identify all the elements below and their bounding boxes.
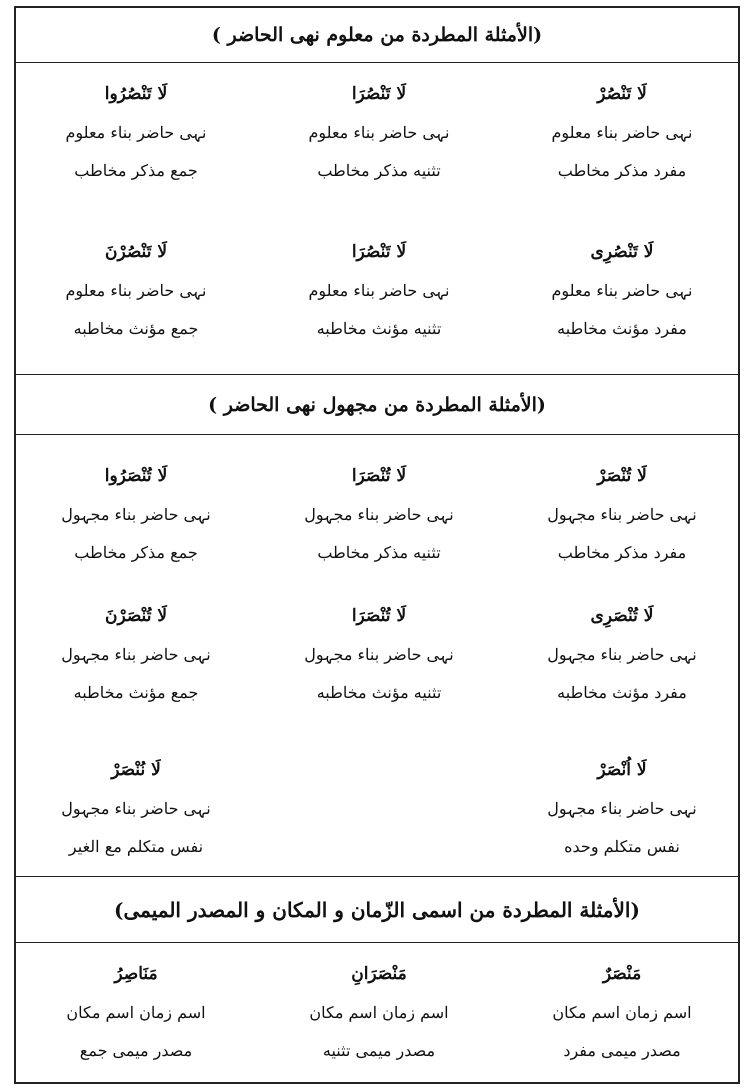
description-line: مصدر میمی جمع [79,1041,193,1060]
description-line: جمع مذکر مخاطب [74,161,198,180]
noun-form: مَنْصَرٌ [602,964,642,984]
entry-cell [522,750,722,866]
verb-form: لَا تُنْصَرْ [597,466,647,486]
divider [16,876,738,877]
description-line: نہی حاضر بناء مجہول [61,799,211,818]
noun-form: مَنْصَرَانِ [351,964,407,984]
entry-cell [522,456,722,572]
description-line: مفرد مؤنث مخاطبه [557,319,687,338]
verb-form: لَا تُنْصَرُوا [104,466,168,486]
entry-cell [522,596,722,712]
description-line: مفرد مذکر مخاطب [557,161,687,180]
description-line: نہی حاضر بناء معلوم [65,123,207,142]
entry-cell [522,74,722,190]
description-line: تثنیه مذکر مخاطب [317,161,441,180]
verb-form: لَا تَنْصُرْنَ [104,242,168,262]
description-line: نہی حاضر بناء مجہول [547,645,697,664]
verb-form: لَا تُنْصَرَا [351,466,407,486]
description-line: تثنیه مؤنث مخاطبه [316,683,442,702]
verb-form: لَا تُنْصَرِی [590,606,654,626]
noun-form: مَنَاصِرُ [114,964,158,984]
entry-cell [36,74,236,190]
entry-cell [522,232,722,348]
entry-cell [279,596,479,712]
entry-cell [36,456,236,572]
entry-cell [279,456,479,572]
description-line: نہی حاضر بناء معلوم [308,123,450,142]
entry-cell [36,750,236,866]
entry-cell [36,596,236,712]
description-line: نہی حاضر بناء مجہول [547,505,697,524]
verb-form: لَا تُنْصَرَا [351,606,407,626]
description-line: جمع مذکر مخاطب [74,543,198,562]
section-header-maloom: (الأمثلة المطردة من معلوم نهی الحاضر ) [211,24,543,46]
description-line: نفس متکلم وحده [564,837,680,856]
description-line: نفس متکلم مع الغیر [68,837,204,856]
description-line: نہی حاضر بناء معلوم [551,123,693,142]
description-line: اسم زمان اسم مکان [66,1003,206,1022]
description-line: اسم زمان اسم مکان [309,1003,449,1022]
verb-form: لَا تَنْصُرُوا [104,84,168,104]
divider [16,942,738,943]
entry-cell [522,954,722,1070]
entry-cell [279,232,479,348]
verb-form: لَا تَنْصُرِی [590,242,654,262]
entry-cell [36,954,236,1070]
entry-cell [279,954,479,1070]
description-line: نہی حاضر بناء مجہول [61,505,211,524]
section-header-zarf: (الأمثلة المطردة من اسمی الزّمان و المکان و المصدر المیمی) [114,898,640,922]
description-line: نہی حاضر بناء مجہول [304,645,454,664]
entry-cell [279,74,479,190]
description-line: جمع مؤنث مخاطبه [73,683,199,702]
description-line: مفرد مؤنث مخاطبه [557,683,687,702]
description-line: نہی حاضر بناء معلوم [551,281,693,300]
section-header-majhool: (الأمثلة المطردة من مجهول نهی الحاضر ) [208,394,546,416]
description-line: نہی حاضر بناء معلوم [65,281,207,300]
divider [16,374,738,375]
description-line: مفرد مذکر مخاطب [557,543,687,562]
verb-form: لَا اُنْصَرْ [597,760,647,780]
description-line: تثنیه مؤنث مخاطبه [316,319,442,338]
verb-form: لَا تُنْصَرْنَ [104,606,168,626]
description-line: جمع مؤنث مخاطبه [73,319,199,338]
description-line: نہی حاضر بناء معلوم [308,281,450,300]
verb-form: لَا تَنْصُرَا [351,242,407,262]
page-frame [14,6,740,1084]
divider [16,62,738,63]
description-line: نہی حاضر بناء مجہول [547,799,697,818]
description-line: تثنیه مذکر مخاطب [317,543,441,562]
divider [16,434,738,435]
description-line: نہی حاضر بناء مجہول [61,645,211,664]
verb-form: لَا تَنْصُرَا [351,84,407,104]
verb-form: لَا تَنْصُرْ [597,84,647,104]
entry-cell [36,232,236,348]
description-line: مصدر میمی تثنیه [322,1041,436,1060]
verb-form: لَا نُنْصَرْ [111,760,161,780]
description-line: اسم زمان اسم مکان [552,1003,692,1022]
description-line: نہی حاضر بناء مجہول [304,505,454,524]
description-line: مصدر میمی مفرد [563,1041,681,1060]
